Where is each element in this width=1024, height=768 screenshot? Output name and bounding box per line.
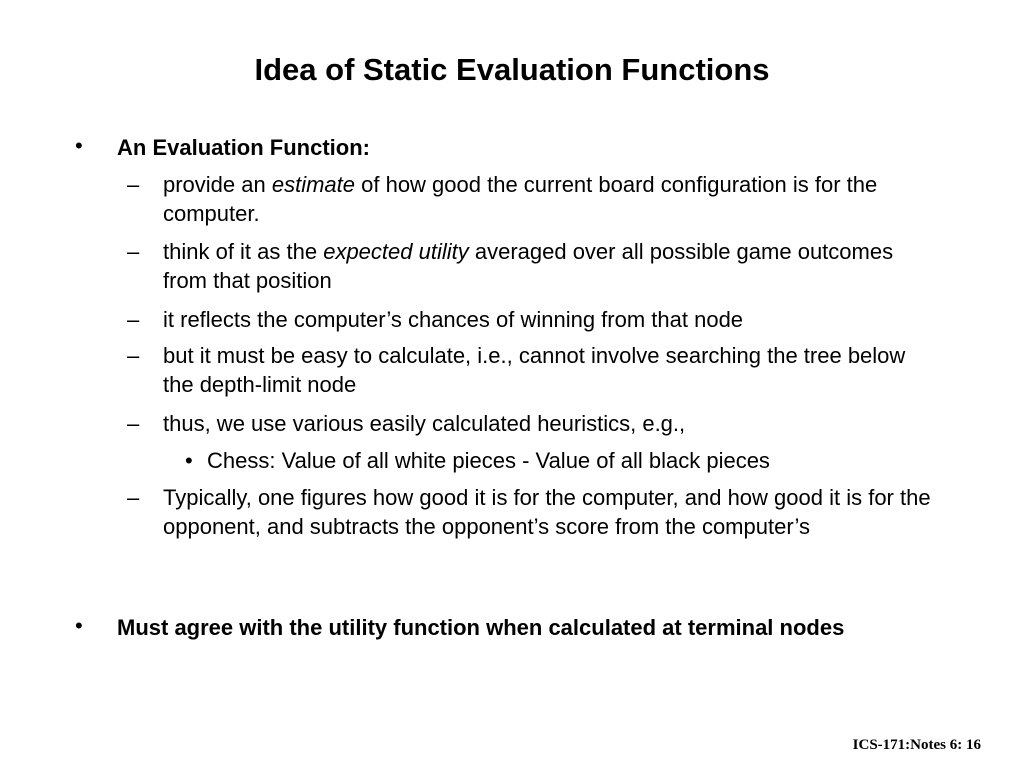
- list-item-text: thus, we use various easily calculated heuristics, e.g.,: [163, 411, 686, 436]
- list-item-text: Typically, one figures how good it is for the computer, and how good it is for the opponent, and subtracts the opponent’s score from the computer’s: [163, 485, 931, 539]
- dash-marker: –: [127, 172, 140, 197]
- dash-marker: –: [127, 343, 140, 368]
- emphasis-text: estimate: [271, 172, 356, 197]
- bullet-heading: An Evaluation Function:: [117, 135, 370, 160]
- list-item: [127, 409, 937, 439]
- slide-footer: ICS-171:Notes 6: 16: [852, 737, 981, 753]
- list-item-text: it reflects the computer’s chances of winning from that node: [163, 307, 744, 332]
- dash-marker: –: [127, 307, 140, 332]
- list-item: [127, 305, 937, 335]
- bullet-evaluation-function: [75, 133, 945, 163]
- list-item: [127, 237, 937, 297]
- dash-marker: –: [127, 485, 140, 510]
- bullet-marker: •: [75, 133, 83, 158]
- list-item: [127, 170, 937, 230]
- list-item-text: think of it as the expected utility averaged over all possible game outcomes from that position: [163, 239, 894, 293]
- list-item-text: provide an estimate of how good the current board configuration is for the computer.: [163, 172, 878, 226]
- dash-marker: –: [127, 239, 140, 264]
- list-item: [127, 341, 937, 401]
- bullet-utility-agreement: [75, 613, 935, 673]
- list-item-text: but it must be easy to calculate, i.e., cannot involve searching the tree below the depth-limit node: [163, 343, 906, 397]
- bullet-marker: •: [185, 448, 193, 473]
- list-item-text: Chess: Value of all white pieces - Value of all black pieces: [207, 448, 770, 473]
- list-item-chess: [185, 446, 905, 476]
- list-item: [127, 483, 937, 573]
- slide-title: Idea of Static Evaluation Functions: [254, 52, 770, 87]
- bullet-marker: •: [75, 613, 83, 638]
- emphasis-text: expected utility: [323, 239, 469, 264]
- dash-marker: –: [127, 411, 140, 436]
- bullet-heading: Must agree with the utility function when calculated at terminal nodes: [117, 615, 845, 640]
